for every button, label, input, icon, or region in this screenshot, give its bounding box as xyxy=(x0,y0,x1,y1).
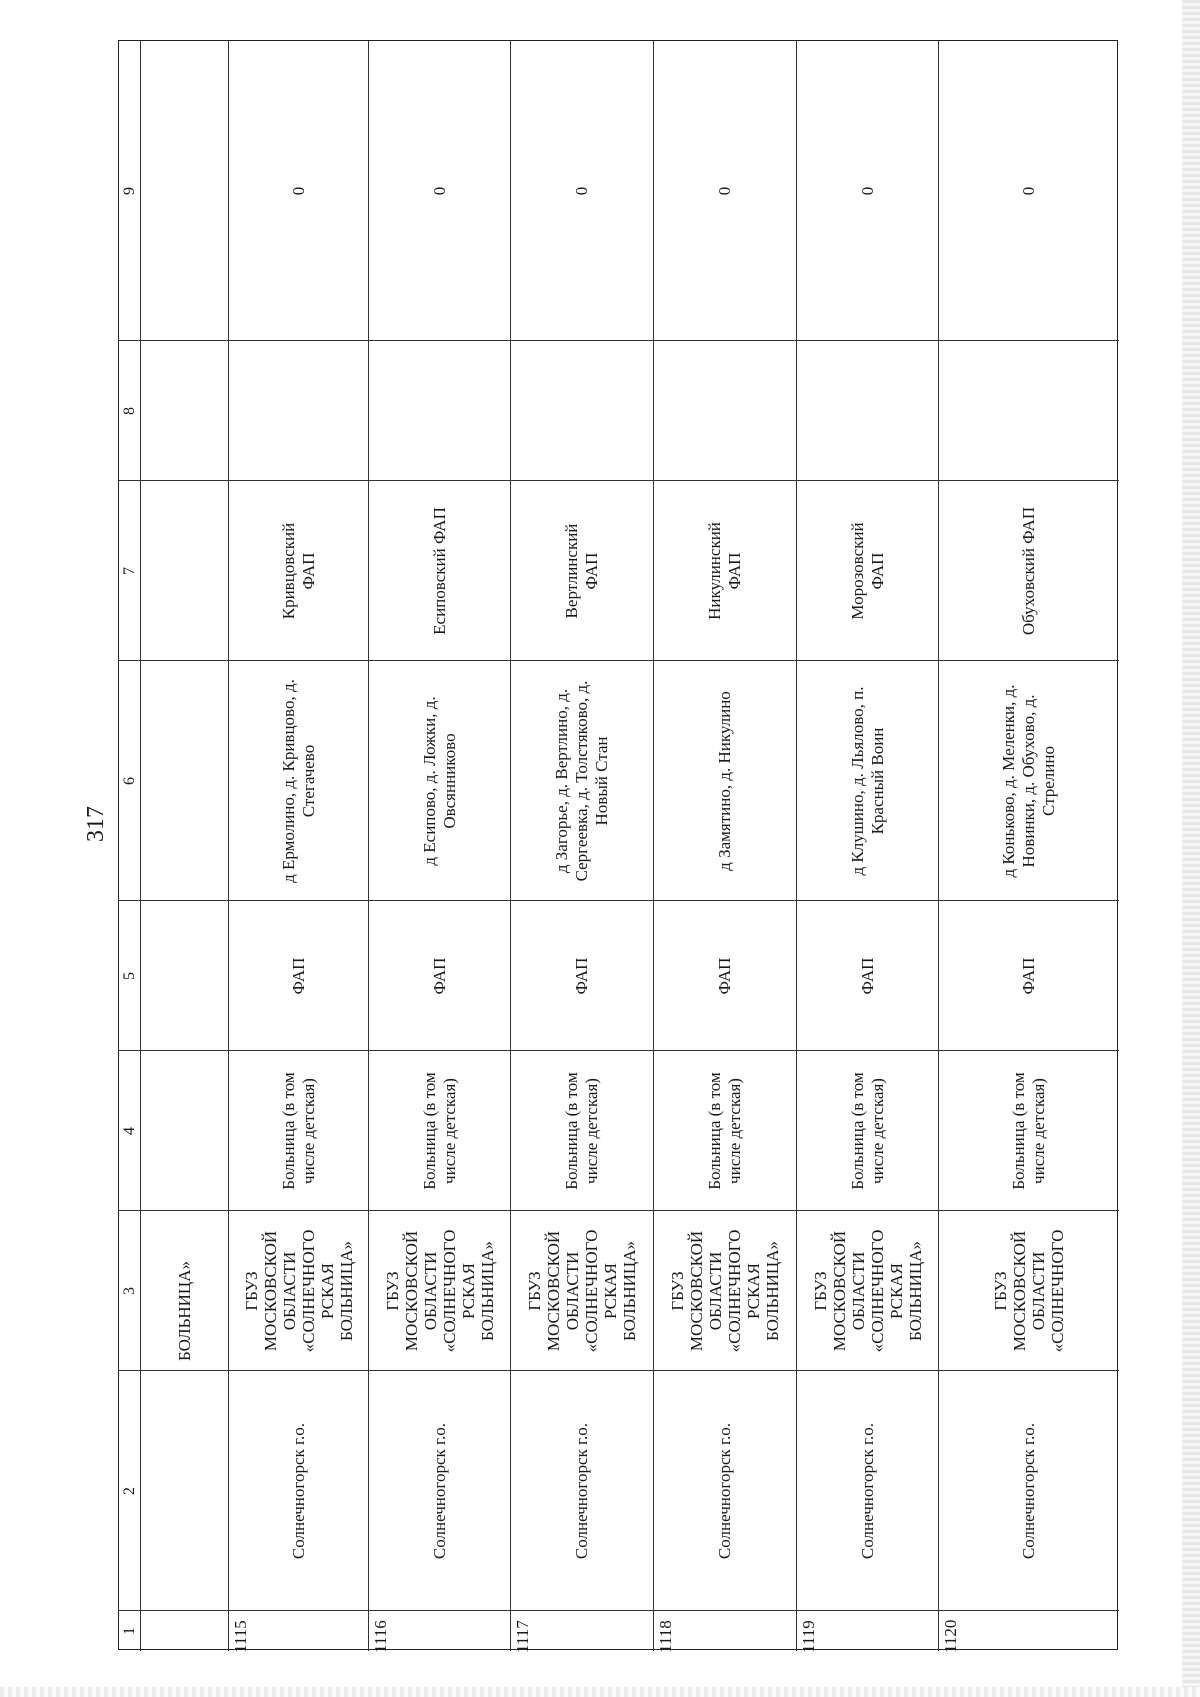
cell-name-text: Морозовский ФАП xyxy=(847,521,887,620)
cell-name xyxy=(511,481,653,661)
continuation-empty-7 xyxy=(141,481,228,661)
cell-name xyxy=(939,481,1119,661)
cell-unit-text: ФАП xyxy=(715,957,734,994)
cell-settlements xyxy=(369,661,510,901)
cell-num-text: 1115 xyxy=(231,1620,250,1653)
cell-unit-text: ФАП xyxy=(429,957,449,994)
cell-settlements-text: д Загорье, д. Вертлино, д. Сергеевка, д. Толстяково, д. Новый Стан xyxy=(552,680,611,881)
cell-settlements-text: д Клушино, д. Льялово, п. Красный Воин xyxy=(847,686,887,876)
cell-org-text: ГБУЗ МОСКОВСКОЙ ОБЛАСТИ «СОЛНЕЧНОГО РСКАЯ БОЛЬНИЦА» xyxy=(810,1229,925,1352)
column-header-5 xyxy=(119,901,140,1051)
column-header-3 xyxy=(119,1211,140,1371)
cell-num-text: 1120 xyxy=(941,1619,960,1653)
scan-edge-right xyxy=(1182,0,1200,1697)
cell-org xyxy=(369,1211,510,1371)
cell-name-text: Никулинский ФАП xyxy=(705,521,744,620)
cell-num xyxy=(369,1611,510,1651)
facilities-table xyxy=(118,40,1118,1653)
continuation-empty-4 xyxy=(141,1051,228,1211)
cell-num xyxy=(797,1611,938,1651)
table-row xyxy=(229,41,369,1651)
continuation-empty-6 xyxy=(141,661,228,901)
cell-district xyxy=(369,1371,510,1611)
column-header-6 xyxy=(119,661,140,901)
cell-settlements xyxy=(511,661,653,901)
column-header-1 xyxy=(119,1611,140,1651)
cell-type xyxy=(797,1051,938,1211)
continuation-empty-8 xyxy=(141,341,228,481)
cell-org-text: ГБУЗ МОСКОВСКОЙ ОБЛАСТИ «СОЛНЕЧНОГО РСКАЯ БОЛЬНИЦА» xyxy=(241,1229,356,1352)
cell-type-text: Больница (в том числе детская) xyxy=(847,1071,887,1190)
cell-col9 xyxy=(939,41,1119,341)
cell-col9 xyxy=(654,41,796,341)
cell-org xyxy=(939,1211,1119,1371)
cell-col8 xyxy=(511,341,653,481)
cell-num-text: 1118 xyxy=(656,1620,675,1653)
column-header-8 xyxy=(119,341,140,481)
cell-unit xyxy=(511,901,653,1051)
cell-type-text: Больница (в том числе детская) xyxy=(419,1071,459,1190)
cell-num-text: 1119 xyxy=(799,1620,818,1653)
cell-unit-text: ФАП xyxy=(1019,957,1038,994)
cell-org-text: ГБУЗ МОСКОВСКОЙ ОБЛАСТИ «СОЛНЕЧНОГО РСКАЯ БОЛЬНИЦА» xyxy=(668,1229,782,1352)
continuation-col3-text: БОЛЬНИЦА» xyxy=(174,1260,194,1361)
cell-col9-text: 0 xyxy=(715,186,734,195)
cell-col9-text: 0 xyxy=(857,186,877,195)
cell-district xyxy=(511,1371,653,1611)
column-header-9-text: 9 xyxy=(120,186,138,195)
cell-org xyxy=(511,1211,653,1371)
cell-settlements xyxy=(797,661,938,901)
cell-name xyxy=(797,481,938,661)
cell-settlements-text: д Есипово, д. Ложки, д. Овсянниково xyxy=(419,695,459,866)
continuation-row xyxy=(141,41,229,1651)
cell-type-text: Больница (в том числе детская) xyxy=(1009,1071,1048,1190)
column-header-4-text: 4 xyxy=(120,1126,138,1135)
page-number: 317 xyxy=(83,806,109,842)
cell-district xyxy=(797,1371,938,1611)
header-row xyxy=(119,41,141,1651)
cell-type xyxy=(939,1051,1119,1211)
cell-org xyxy=(797,1211,938,1371)
cell-org-text: ГБУЗ МОСКОВСКОЙ ОБЛАСТИ «СОЛНЕЧНОГО РСКАЯ БОЛЬНИЦА» xyxy=(525,1229,639,1352)
cell-settlements-text: д Замятино, д. Никулино xyxy=(715,690,734,871)
cell-name xyxy=(654,481,796,661)
column-header-1-text: 1 xyxy=(120,1627,138,1635)
column-header-6-text: 6 xyxy=(120,776,138,785)
cell-settlements xyxy=(939,661,1119,901)
cell-col9-text: 0 xyxy=(572,186,591,195)
cell-district-text: Солнечногорск г.о. xyxy=(1019,1422,1038,1559)
continuation-empty-1 xyxy=(141,1611,228,1651)
cell-settlements xyxy=(229,661,368,901)
cell-org xyxy=(229,1211,368,1371)
cell-unit xyxy=(797,901,938,1051)
cell-num xyxy=(229,1611,368,1651)
column-header-5-text: 5 xyxy=(120,971,138,980)
cell-settlements xyxy=(654,661,796,901)
cell-name xyxy=(369,481,510,661)
cell-settlements-text: д Коньково, д. Меленки, д. Новинки, д. Обухово, д. Стрелино xyxy=(999,683,1058,878)
continuation-empty-9 xyxy=(141,41,228,341)
cell-name-text: Обуховский ФАП xyxy=(1019,506,1038,635)
cell-district-text: Солнечногорск г.о. xyxy=(288,1422,308,1559)
table-row xyxy=(939,41,1119,1651)
cell-unit xyxy=(654,901,796,1051)
cell-type xyxy=(511,1051,653,1211)
cell-name xyxy=(229,481,368,661)
cell-type xyxy=(369,1051,510,1211)
cell-unit xyxy=(369,901,510,1051)
cell-num-text: 1117 xyxy=(513,1620,532,1653)
cell-type-text: Больница (в том числе детская) xyxy=(705,1071,744,1190)
cell-col8 xyxy=(797,341,938,481)
cell-num-text: 1116 xyxy=(371,1620,390,1653)
column-header-2-text: 2 xyxy=(120,1486,138,1495)
table-row xyxy=(369,41,511,1651)
column-header-7 xyxy=(119,481,140,661)
cell-col8 xyxy=(369,341,510,481)
cell-district-text: Солнечногорск г.о. xyxy=(715,1422,734,1559)
cell-col9 xyxy=(797,41,938,341)
cell-district-text: Солнечногорск г.о. xyxy=(857,1422,877,1559)
cell-col9 xyxy=(369,41,510,341)
column-header-8-text: 8 xyxy=(120,406,138,415)
cell-col9-text: 0 xyxy=(288,186,308,195)
column-header-9 xyxy=(119,41,140,341)
cell-name-text: Вертлинский ФАП xyxy=(562,523,601,618)
column-header-7-text: 7 xyxy=(120,566,138,575)
cell-district xyxy=(229,1371,368,1611)
cell-unit-text: ФАП xyxy=(288,957,308,994)
cell-unit-text: ФАП xyxy=(572,957,591,994)
cell-col9 xyxy=(511,41,653,341)
cell-name-text: Есиповский ФАП xyxy=(429,506,449,635)
cell-settlements-text: д Ермолино, д. Кривцово, д. Стегачево xyxy=(278,678,318,883)
cell-num xyxy=(939,1611,1119,1651)
cell-num xyxy=(511,1611,653,1651)
cell-org-text: ГБУЗ МОСКОВСКОЙ ОБЛАСТИ «СОЛНЕЧНОГО РСКАЯ БОЛЬНИЦА» xyxy=(382,1229,497,1352)
cell-type-text: Больница (в том числе детская) xyxy=(562,1071,601,1190)
cell-type xyxy=(654,1051,796,1211)
cell-type-text: Больница (в том числе детская) xyxy=(278,1071,318,1190)
continuation-col3 xyxy=(141,1211,228,1371)
cell-district xyxy=(654,1371,796,1611)
column-header-3-text: 3 xyxy=(120,1286,138,1295)
continuation-empty-2 xyxy=(141,1371,228,1611)
cell-district-text: Солнечногорск г.о. xyxy=(429,1422,449,1559)
cell-unit-text: ФАП xyxy=(857,957,877,994)
cell-unit xyxy=(939,901,1119,1051)
cell-num xyxy=(654,1611,796,1651)
table-row xyxy=(654,41,797,1651)
table-row xyxy=(511,41,654,1651)
continuation-empty-5 xyxy=(141,901,228,1051)
cell-col9-text: 0 xyxy=(1019,186,1038,195)
cell-org xyxy=(654,1211,796,1371)
scan-edge-bottom xyxy=(0,1687,1200,1697)
cell-name-text: Кривцовский ФАП xyxy=(278,522,318,619)
cell-col9-text: 0 xyxy=(429,186,449,195)
cell-type xyxy=(229,1051,368,1211)
cell-org-text: ГБУЗ МОСКОВСКОЙ ОБЛАСТИ «СОЛНЕЧНОГО xyxy=(991,1229,1067,1352)
column-header-4 xyxy=(119,1051,140,1211)
cell-col9 xyxy=(229,41,368,341)
cell-district-text: Солнечногорск г.о. xyxy=(572,1422,591,1559)
column-header-2 xyxy=(119,1371,140,1611)
cell-col8 xyxy=(654,341,796,481)
table-row xyxy=(797,41,939,1651)
cell-col8 xyxy=(229,341,368,481)
cell-district xyxy=(939,1371,1119,1611)
cell-unit xyxy=(229,901,368,1051)
cell-col8 xyxy=(939,341,1119,481)
